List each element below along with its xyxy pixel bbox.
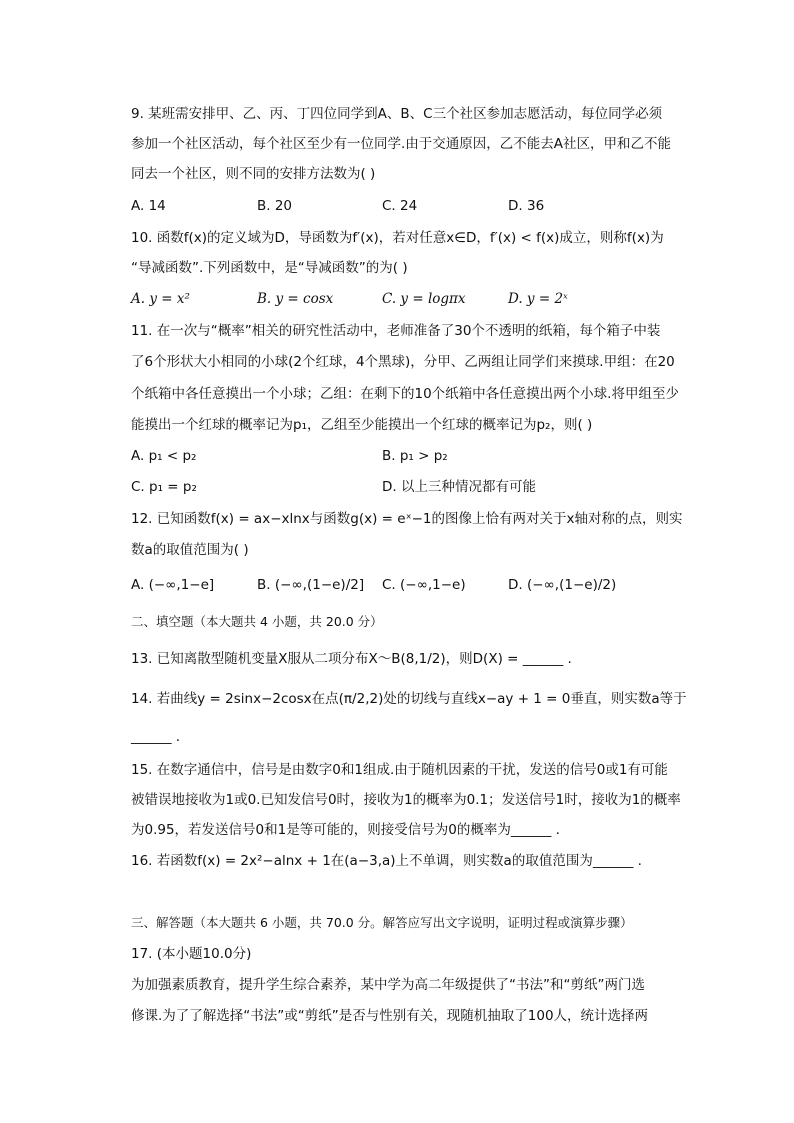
q10-line-2: “导减函数”.下列函数中，是“导减函数”的为( ): [131, 260, 408, 276]
q12-option-b: B. (−∞,(1−e)/2]: [257, 577, 365, 593]
q9-option-d: D. 36: [508, 198, 545, 214]
q16-line: 16. 若函数f(x) = 2x²−alnx + 1在(a−3,a)上不单调，则实数a的取值范围为______ .: [131, 853, 642, 869]
q9-option-b: B. 20: [257, 198, 293, 214]
q12-line-1: 12. 已知函数f(x) = ax−xlnx与函数g(x) = eˣ−1的图像上恰有两对关于x轴对称的点，则实: [131, 511, 683, 527]
q11-option-b: B. p₁ > p₂: [382, 448, 448, 464]
q9-option-c: C. 24: [382, 198, 418, 214]
q9-option-a: A. 14: [131, 198, 166, 214]
q12-option-c: C. (−∞,1−e): [382, 577, 466, 593]
q9-line-1: 9. 某班需安排甲、乙、丙、丁四位同学到A、B、C三个社区参加志愿活动，每位同学必须: [131, 106, 663, 122]
q17-line-1: 为加强素质教育，提升学生综合素养，某中学为高二年级提供了“书法”和“剪纸”两门选: [131, 977, 645, 993]
q14-line-2: ______ .: [131, 729, 181, 745]
section-2-heading: 二、填空题（本大题共 4 小题，共 20.0 分）: [131, 614, 383, 629]
q11-line-2: 了6个形状大小相同的小球(2个红球，4个黑球)，分甲、乙两组让同学们来摸球.甲组：在20: [131, 354, 675, 370]
q11-option-d: D. 以上三种情况都有可能: [382, 479, 536, 495]
q15-line-2: 被错误地接收为1或0.已知发信号0时，接收为1的概率为0.1；发送信号1时，接收为1的概率: [131, 792, 681, 808]
q9-line-2: 参加一个社区活动，每个社区至少有一位同学.由于交通原因，乙不能去A社区，甲和乙不能: [131, 136, 672, 152]
q9-line-3: 同去一个社区，则不同的安排方法数为( ): [131, 166, 376, 182]
q12-option-d: D. (−∞,(1−e)/2): [508, 577, 617, 593]
q12-option-a: A. (−∞,1−e]: [131, 577, 215, 593]
q12-line-2: 数a的取值范围为( ): [131, 542, 249, 558]
q17-header: 17. (本小题10.0分): [131, 946, 252, 962]
q11-line-3: 个纸箱中各任意摸出一个小球；乙组：在剩下的10个纸箱中各任意摸出两个小球.将甲组至少: [131, 386, 679, 402]
q17-line-2: 修课.为了了解选择“书法”或“剪纸”是否与性别有关，现随机抽取了100人，统计选择两: [131, 1008, 649, 1024]
q15-line-3: 为0.95，若发送信号0和1是等可能的，则接受信号为0的概率为______ .: [131, 822, 560, 838]
section-3-heading: 三、解答题（本大题共 6 小题，共 70.0 分。解答应写出文字说明，证明过程或演算步骤）: [131, 915, 633, 930]
q10-option-a: A. y = x²: [131, 291, 190, 307]
q11-option-c: C. p₁ = p₂: [131, 479, 197, 495]
q13-line: 13. 已知离散型随机变量X服从二项分布X～B(8,1/2)，则D(X) = ______ .: [131, 651, 572, 667]
q10-option-c: C. y = logπx: [382, 291, 466, 307]
q14-line-1: 14. 若曲线y = 2sinx−2cosx在点(π/2,2)处的切线与直线x−ay + 1 = 0垂直，则实数a等于: [131, 691, 687, 707]
q10-option-b: B. y = cosx: [257, 291, 334, 307]
q11-option-a: A. p₁ < p₂: [131, 448, 197, 464]
q10-line-1: 10. 函数f(x)的定义域为D，导函数为f′(x)，若对任意x∈D，f′(x) < f(x)成立，则称f(x)为: [131, 230, 664, 246]
q11-line-4: 能摸出一个红球的概率记为p₁，乙组至少能摸出一个红球的概率记为p₂，则( ): [131, 417, 593, 433]
q10-option-d: D. y = 2ˣ: [508, 291, 568, 307]
q11-line-1: 11. 在一次与“概率”相关的研究性活动中，老师准备了30个不透明的纸箱，每个箱子中装: [131, 323, 661, 339]
q15-line-1: 15. 在数字通信中，信号是由数字0和1组成.由于随机因素的干扰，发送的信号0或1有可能: [131, 762, 668, 778]
